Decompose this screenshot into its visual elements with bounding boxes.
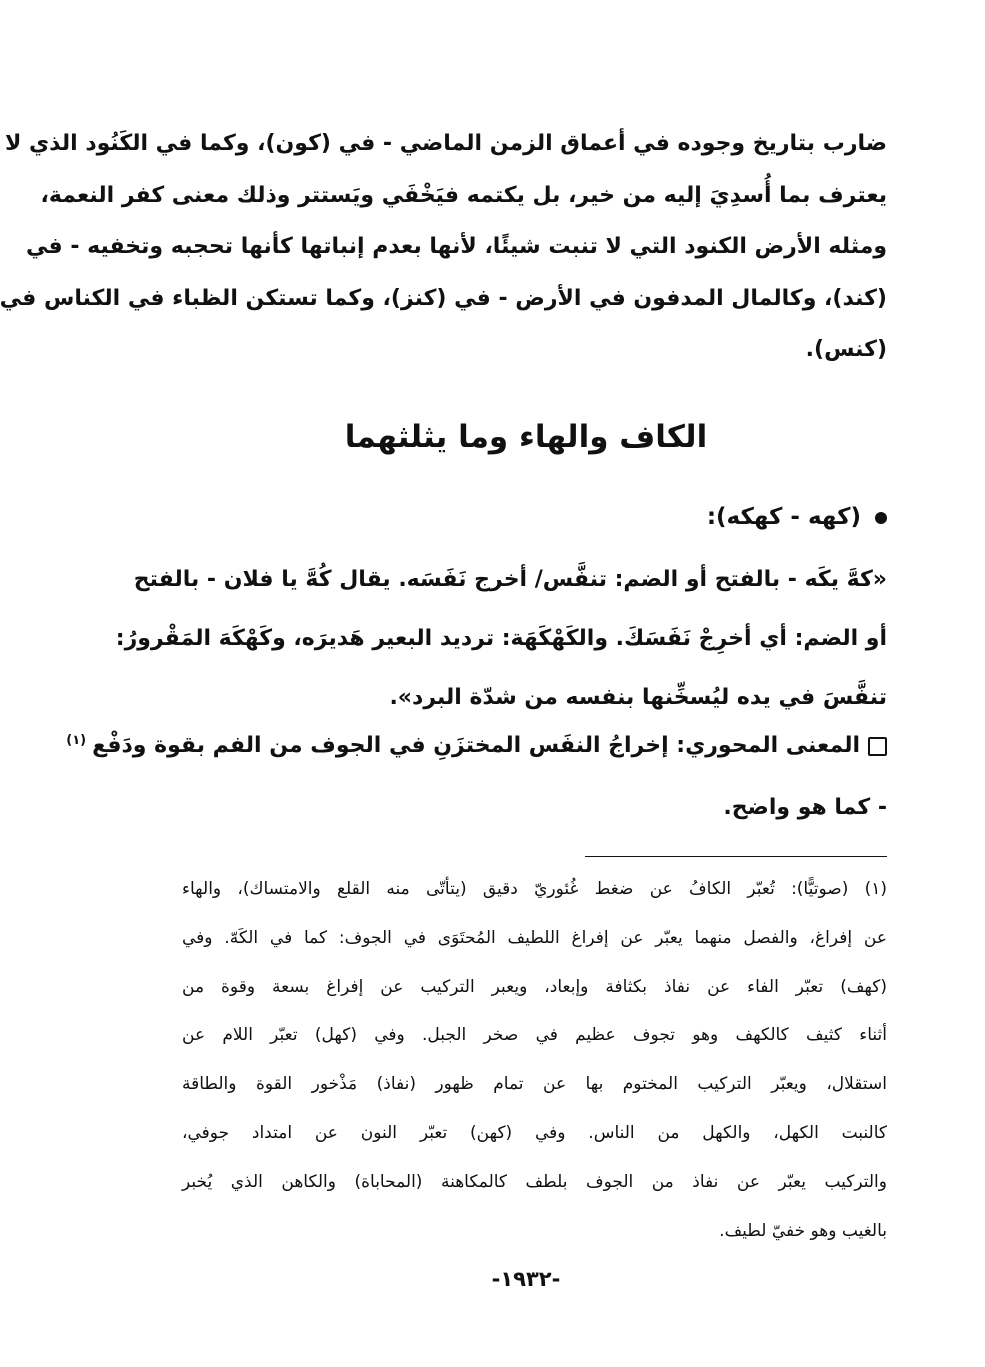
page-number: -١٩٣٢- [491, 1267, 561, 1291]
footnote-line: عن إفراغ، والفصل منهما يعبّر عن إفراغ اللطيف المُحتَوَى في الجوف: كما في الكَهّ. وفي [182, 927, 887, 948]
body-line: ومثله الأرض الكنود التي لا تنبت شيئًا، لأنها بعدم إنباتها كأنها تحجبه وتخفيه - في [26, 234, 887, 259]
footnote-line: بالغيب وهو خفيّ لطيف. [719, 1220, 887, 1241]
central-meaning-text: المعنى المحوري: إخراجُ النفَس المختزَنِ في الجوف من الفم بقوة ودَفْع [92, 733, 860, 758]
body-line: (كنس). [805, 337, 887, 362]
entry-headword-text: (كهه - كهكه): [706, 504, 861, 530]
footnote-line: أثناء كثيف كالكهف وهو تجوف عظيم في صخر الجبل. وفي (كهل) تعبّر اللام عن [182, 1025, 887, 1046]
section-heading: الكاف والهاء وما يثلثهما [344, 419, 708, 455]
central-meaning-line [66, 715, 887, 777]
body-line: يعترف بما أُسدِيَ إليه من خير، بل يكتمه فيَخْفَي ويَستتر وذلك معنى كفر النعمة، [40, 182, 887, 208]
footnote-line: كالنبت الكهل، والكهل من الناس. وفي (كهن) تعبّر النون عن امتداد جوفي، [182, 1122, 887, 1143]
entry-quotation [115, 550, 887, 727]
body-line: (كند)، وكالمال المدفون في الأرض - في (كنز)، وكما تستكن الظباء في الكناس في [0, 285, 887, 311]
quotation-line: تنفَّسَ في يده ليُسخِّنها بنفسه من شدّة البرد». [389, 685, 887, 710]
square-marker-icon [868, 737, 887, 756]
central-meaning-tail: - كما هو واضح. [723, 795, 887, 820]
central-meaning [66, 715, 887, 839]
entry-headword [707, 492, 887, 542]
footnote-separator [585, 856, 887, 857]
quotation-line: أو الضم: أي أخرِجْ نَفَسَكَ. والكَهْكَهَة: ترديد البعير هَديرَه، وكَهْكَهَ المَقْرورُ: [115, 626, 887, 651]
footnote-line: (كهف) تعبّر الفاء عن نفاذ بكثافة وإبعاد، ويعبر التركيب عن إفراغ بسعة وقوة من [182, 976, 887, 997]
body-paragraph [0, 118, 887, 376]
footnote-line: والتركيب يعبّر عن نفاذ من الجوف بلطف كالمكاهنة (المحاباة) والكاهن الذي يُخبر [182, 1171, 887, 1192]
bullet-icon [875, 512, 887, 524]
quotation-line: «كهَّ يكَه - بالفتح أو الضم: تنفَّس/ أخرج نَفَسَه. يقال كُهَّ يا فلان - بالفتح [133, 567, 887, 592]
footnote-reference[interactable]: (١) [66, 732, 87, 748]
footnote [182, 865, 887, 1255]
footnote-line: (١) (صوتيًّا): تُعبّر الكافُ عن ضغط غُئوريّ دقيق (يتأتّى منه القلع والامتساك)، والهاء [182, 879, 887, 899]
body-line: ضارب بتاريخ وجوده في أعماق الزمن الماضي - في (كون)، وكما في الكَنُود الذي لا [4, 131, 887, 156]
footnote-line: استقلال، ويعبّر التركيب المختوم بها عن تمام ظهور (نفاذ) مَذْخور القوة والطاقة [182, 1074, 887, 1095]
